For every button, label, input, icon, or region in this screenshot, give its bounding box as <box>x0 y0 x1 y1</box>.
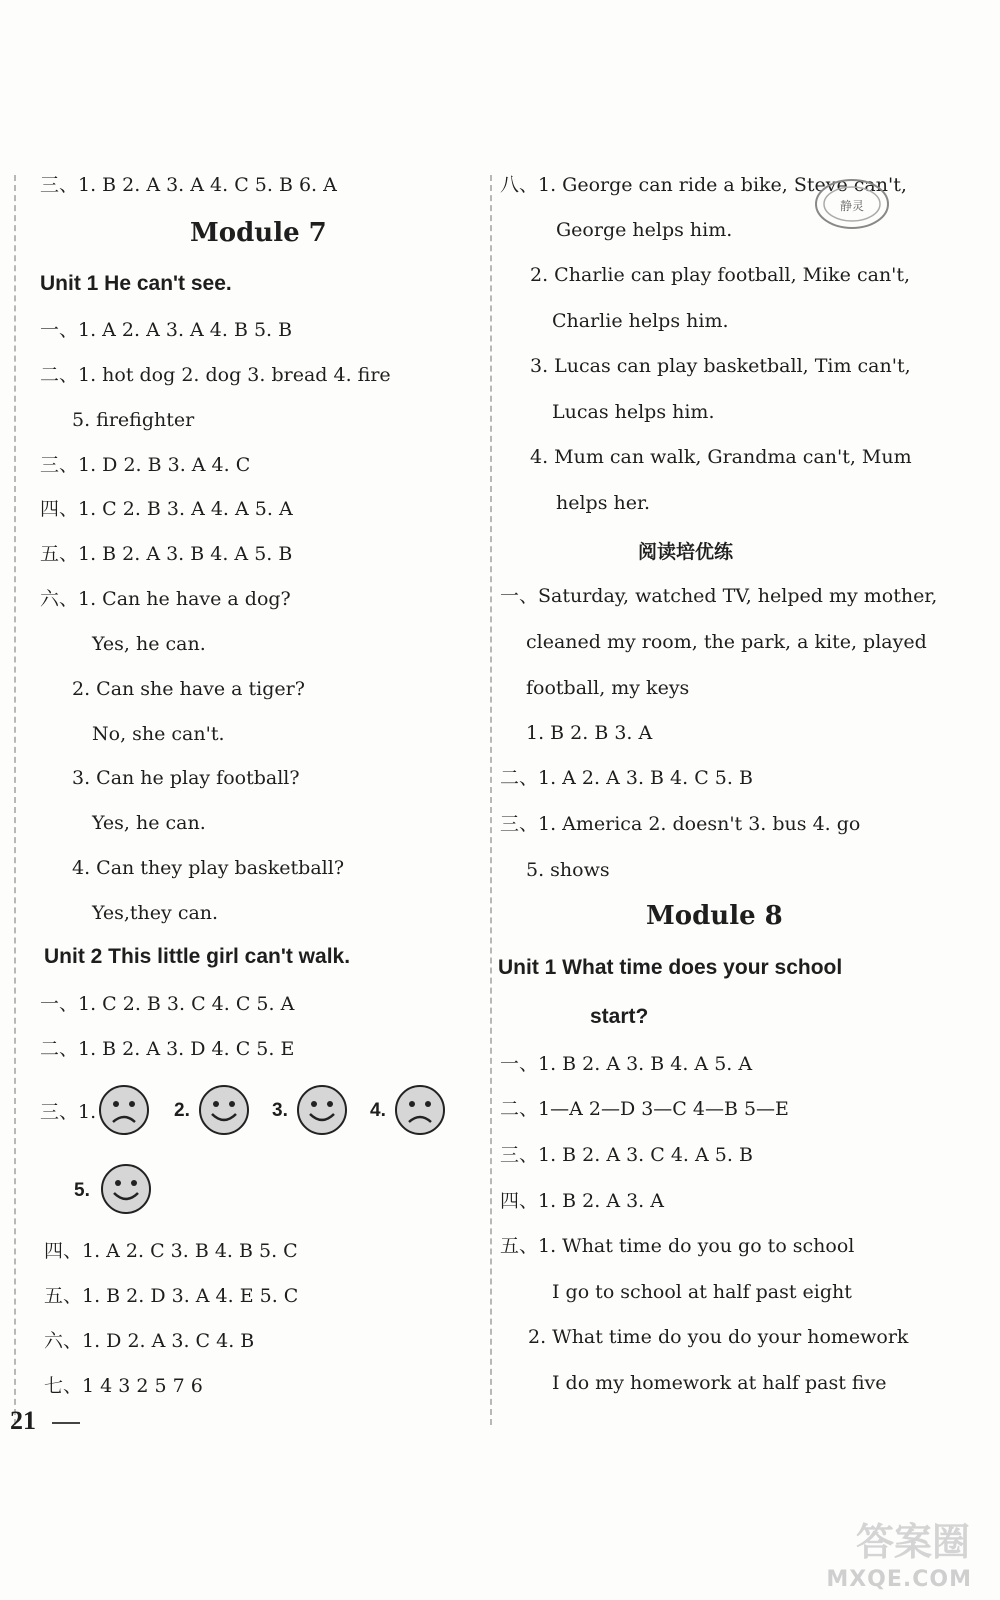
answer-line: 1. B 2. B 3. A <box>526 722 653 744</box>
answer-line: 四、1. C 2. B 3. A 4. A 5. A <box>40 498 293 520</box>
module-7-heading: Module 7 <box>190 218 327 248</box>
sad-face-icon <box>394 1084 446 1136</box>
answer-line: 二、1. hot dog 2. dog 3. bread 4. fire <box>40 364 391 386</box>
answer-line: helps her. <box>556 492 651 514</box>
answer-line: I go to school at half past eight <box>552 1281 852 1303</box>
face-label: 3. <box>272 1100 288 1121</box>
answer-line: 一、1. C 2. B 3. C 4. C 5. A <box>40 993 295 1015</box>
svg-text:静灵: 静灵 <box>839 199 865 213</box>
column-divider <box>490 175 492 1425</box>
answer-line: Charlie helps him. <box>552 310 729 332</box>
happy-face-icon <box>198 1084 250 1136</box>
answer-line: Lucas helps him. <box>552 401 715 423</box>
answer-line: 一、1. B 2. A 3. B 4. A 5. A <box>500 1053 753 1075</box>
page-number: 21 <box>10 1406 36 1435</box>
answer-line: 4. Mum can walk, Grandma can't, Mum <box>530 446 912 468</box>
answer-line: 五、1. B 2. A 3. B 4. A 5. B <box>40 543 293 565</box>
answer-line: 3. Can he play football? <box>72 767 300 789</box>
face-label: 2. <box>174 1100 190 1121</box>
answer-line: 七、1 4 3 2 5 7 6 <box>44 1375 203 1397</box>
face-label: 4. <box>370 1100 386 1121</box>
happy-face-icon <box>100 1163 152 1215</box>
unit-1-heading: Unit 1 He can't see. <box>40 272 232 295</box>
answer-line: cleaned my room, the park, a kite, played <box>526 631 927 653</box>
answer-line: 三、1. D 2. B 3. A 4. C <box>40 454 251 476</box>
answer-line: 二、1—A 2—D 3—C 4—B 5—E <box>500 1098 789 1120</box>
answer-line: 2. Can she have a tiger? <box>72 678 305 700</box>
unit-1-heading-cont: start? <box>590 1005 649 1028</box>
faces-question-label: 三、1. <box>40 1101 97 1123</box>
answer-line: 4. Can they play basketball? <box>72 857 345 879</box>
page-number-dash <box>52 1422 80 1424</box>
answer-line: 六、1. D 2. A 3. C 4. B <box>44 1330 255 1352</box>
answer-line: 一、Saturday, watched TV, helped my mother, <box>500 585 938 607</box>
answer-line: 四、1. A 2. C 3. B 4. B 5. C <box>44 1240 298 1262</box>
answer-line: 六、1. Can he have a dog? <box>40 588 291 610</box>
happy-face-icon <box>296 1084 348 1136</box>
answer-line: I do my homework at half past five <box>552 1372 887 1394</box>
answer-line: 四、1. B 2. A 3. A <box>500 1190 664 1212</box>
answer-line: No, she can't. <box>92 723 225 745</box>
stamp-icon <box>812 168 892 234</box>
answer-line: 八、1. George can ride a bike, Steve can't, <box>500 174 907 196</box>
answer-line: 2. Charlie can play football, Mike can't, <box>530 264 911 286</box>
answer-line: 五、1. B 2. D 3. A 4. E 5. C <box>44 1285 299 1307</box>
answer-line: 三、1. B 2. A 3. C 4. A 5. B <box>500 1144 753 1166</box>
answer-line: 5. firefighter <box>72 409 195 431</box>
watermark-url: MXQE.COM <box>826 1567 972 1592</box>
face-label: 5. <box>74 1180 90 1201</box>
answer-line: 2. What time do you do your homework <box>528 1326 909 1348</box>
answer-line: Yes, he can. <box>92 812 206 834</box>
answer-line: 二、1. B 2. A 3. D 4. C 5. E <box>40 1038 295 1060</box>
answer-line: 三、1. America 2. doesn't 3. bus 4. go <box>500 813 861 835</box>
answer-line: 三、1. B 2. A 3. A 4. C 5. B 6. A <box>40 174 337 196</box>
sad-face-icon <box>98 1084 150 1136</box>
reading-section-title: 阅读培优练 <box>638 541 734 563</box>
unit-1-heading: Unit 1 What time does your school <box>498 956 843 979</box>
answer-line: 一、1. A 2. A 3. A 4. B 5. B <box>40 319 293 341</box>
module-8-heading: Module 8 <box>646 901 783 931</box>
answer-line: 3. Lucas can play basketball, Tim can't, <box>530 355 911 377</box>
answer-line: 二、1. A 2. A 3. B 4. C 5. B <box>500 767 753 789</box>
watermark-logo: 答案圈 <box>855 1520 970 1564</box>
answer-line: football, my keys <box>526 677 690 699</box>
left-margin-divider <box>14 175 16 1425</box>
answer-line: Yes, he can. <box>92 633 206 655</box>
answer-line: 5. shows <box>526 859 610 881</box>
answer-line: Yes,they can. <box>92 902 219 924</box>
answer-line: George helps him. <box>556 219 733 241</box>
unit-2-heading: Unit 2 This little girl can't walk. <box>44 945 351 968</box>
answer-line: 五、1. What time do you go to school <box>500 1235 855 1257</box>
